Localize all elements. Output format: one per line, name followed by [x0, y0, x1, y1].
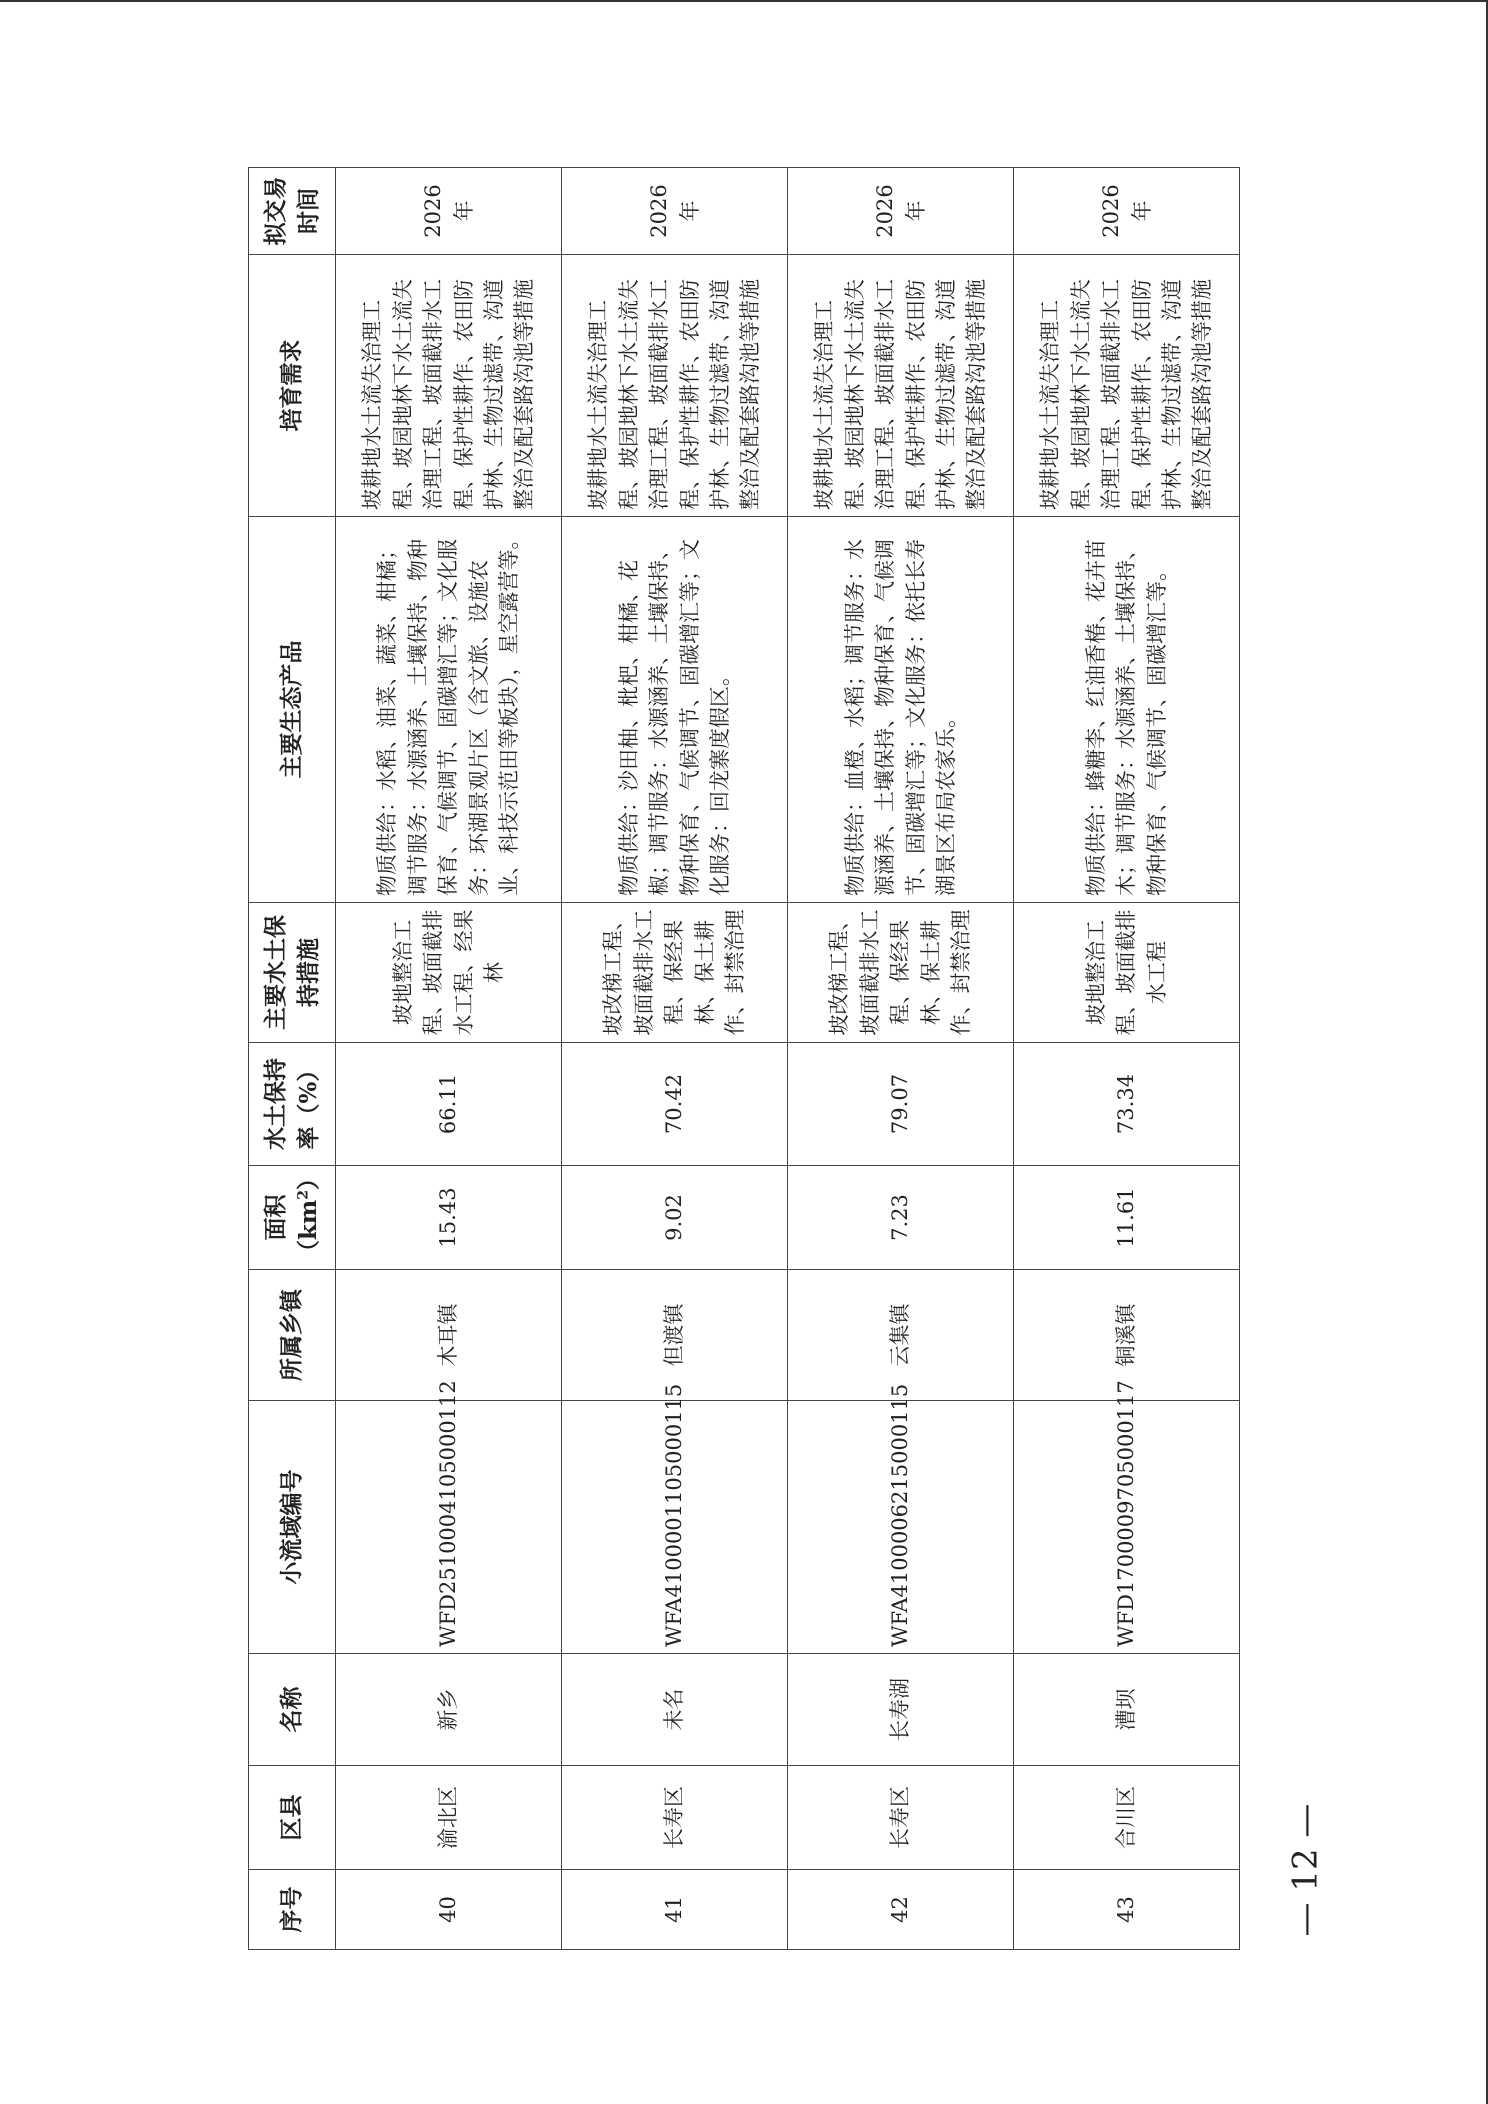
page-top-border: [0, 0, 1488, 2]
header-seq: 序号: [249, 1870, 336, 1950]
cell-products: 物质供给：蜂糖李、红油香椿、花卉苗木；调节服务：水源涵养、土壤保持、物种保育、气候调节、固碳增汇等。: [1014, 517, 1240, 903]
table-row: [336, 168, 562, 1950]
cell-code: WFD1700009705000117: [1014, 1401, 1240, 1654]
header-retention: 水土保持率（%）: [249, 1043, 336, 1166]
cell-needs: 坡耕地水土流失治理工程、坡园地林下水土流失治理工程、坡面截排水工程、保护性耕作、农田防护林、生物过滤带、沟道整治及配套路沟池等措施: [562, 255, 788, 517]
cell-measures: 坡改梯工程、坡面截排水工程、保经果林、保土耕作、封禁治理: [562, 903, 788, 1043]
header-products: 主要生态产品: [249, 517, 336, 903]
cell-county: 合川区: [1014, 1766, 1240, 1870]
cell-seq: 43: [1014, 1870, 1240, 1950]
cell-code: WFA4100006215000115: [788, 1401, 1014, 1654]
cell-name: 漕坝: [1014, 1654, 1240, 1766]
table-row: [562, 168, 788, 1950]
cell-time: 2026年: [788, 168, 1014, 255]
cell-town: 但渡镇: [562, 1270, 788, 1401]
cell-town: 木耳镇: [336, 1270, 562, 1401]
cell-county: 渝北区: [336, 1766, 562, 1870]
cell-seq: 40: [336, 1870, 562, 1950]
cell-products: 物质供给：沙田柚、枇杷、柑橘、花椒；调节服务：水源涵养、土壤保持、物种保育、气候调节、固碳增汇等；文化服务：回龙寨度假区。: [562, 517, 788, 903]
header-time: 拟交易时间: [249, 168, 336, 255]
cell-area: 11.61: [1014, 1166, 1240, 1270]
cell-time: 2026年: [562, 168, 788, 255]
cell-area: 9.02: [562, 1166, 788, 1270]
cell-products: 物质供给：水稻、油菜、蔬菜、柑橘；调节服务：水源涵养、土壤保持、物种保育、气候调节、固碳增汇等；文化服务：环湖景观片区（含文旅、设施农业、科技示范田等板块），星空露营等。: [336, 517, 562, 903]
cell-town: 云集镇: [788, 1270, 1014, 1401]
header-measures: 主要水土保持措施: [249, 903, 336, 1043]
cell-measures: 坡地整治工程、坡面截排水工程: [1014, 903, 1240, 1043]
rotated-table-container: [248, 168, 1240, 1950]
cell-time: 2026年: [1014, 168, 1240, 255]
header-code: 小流域编号: [249, 1401, 336, 1654]
cell-retention: 79.07: [788, 1043, 1014, 1166]
header-needs: 培育需求: [249, 255, 336, 517]
table-row: [1014, 168, 1240, 1950]
cell-retention: 73.34: [1014, 1043, 1240, 1166]
header-area-sup: 2: [295, 1189, 312, 1200]
cell-retention: 66.11: [336, 1043, 562, 1166]
cell-name: 新乡: [336, 1654, 562, 1766]
page-number-text: — 12 —: [1285, 1803, 1326, 1937]
cell-needs: 坡耕地水土流失治理工程、坡园地林下水土流失治理工程、坡面截排水工程、保护性耕作、农田防护林、生物过滤带、沟道整治及配套路沟池等措施: [1014, 255, 1240, 517]
cell-seq: 41: [562, 1870, 788, 1950]
cell-name: 长寿湖: [788, 1654, 1014, 1766]
table-row: [788, 168, 1014, 1950]
header-row: [249, 168, 336, 1950]
cell-area: 15.43: [336, 1166, 562, 1270]
cell-code: WFA4100001105000115: [562, 1401, 788, 1654]
cell-needs: 坡耕地水土流失治理工程、坡园地林下水土流失治理工程、坡面截排水工程、保护性耕作、农田防护林、生物过滤带、沟道整治及配套路沟池等措施: [788, 255, 1014, 517]
header-area-unit: （km: [295, 1199, 322, 1263]
cell-county: 长寿区: [562, 1766, 788, 1870]
header-area-close: ）: [295, 1166, 322, 1190]
watershed-table: [248, 167, 1240, 1950]
cell-area: 7.23: [788, 1166, 1014, 1270]
cell-code: WFD2510004105000112: [336, 1401, 562, 1654]
cell-needs: 坡耕地水土流失治理工程、坡园地林下水土流失治理工程、坡面截排水工程、保护性耕作、农田防护林、生物过滤带、沟道整治及配套路沟池等措施: [336, 255, 562, 517]
header-name: 名称: [249, 1654, 336, 1766]
cell-seq: 42: [788, 1870, 1014, 1950]
cell-measures: 坡地整治工程、坡面截排水工程、经果林: [336, 903, 562, 1043]
cell-name: 未名: [562, 1654, 788, 1766]
page-number: [1283, 1790, 1327, 1950]
header-area: [249, 1166, 336, 1270]
cell-products: 物质供给：血橙、水稻；调节服务：水源涵养、土壤保持、物种保育、气候调节、固碳增汇等；文化服务：依托长寿湖景区布局农家乐。: [788, 517, 1014, 903]
header-town: 所属乡镇: [249, 1270, 336, 1401]
cell-town: 铜溪镇: [1014, 1270, 1240, 1401]
cell-county: 长寿区: [788, 1766, 1014, 1870]
cell-measures: 坡改梯工程、坡面截排水工程、保经果林、保土耕作、封禁治理: [788, 903, 1014, 1043]
header-county: 区县: [249, 1766, 336, 1870]
header-area-main: 面积: [261, 1194, 289, 1241]
cell-retention: 70.42: [562, 1043, 788, 1166]
cell-time: 2026年: [336, 168, 562, 255]
